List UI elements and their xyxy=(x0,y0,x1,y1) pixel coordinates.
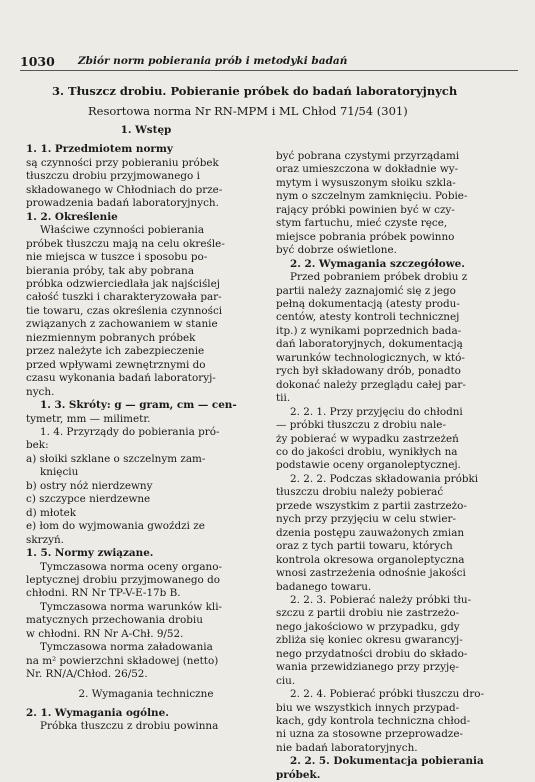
text-line: Właściwe czynności pobierania xyxy=(40,224,205,237)
text-line: pełną dokumentacją (atesty produ- xyxy=(276,297,460,310)
text-line: ni uzna za stosowne przeprowadze- xyxy=(276,728,464,741)
text-line: ży pobierać w wypadku zastrzeżeń xyxy=(276,432,459,445)
text-line: e) łom do wyjmowania gwoździ ze xyxy=(26,520,205,533)
text-line: w chłodni. RN Nr A-Chł. 9/52. xyxy=(26,627,184,640)
text-line: rych był składowany drób, ponadto xyxy=(276,365,461,378)
text-line: 2. 2. Wymagania szczegółowe. xyxy=(290,257,465,270)
text-line: niezmiennym pobranych próbek xyxy=(26,331,196,344)
text-line: 2. 2. 1. Przy przyjęciu do chłodni xyxy=(290,405,463,418)
text-line: szczu z partii drobiu nie zastrzeżo- xyxy=(276,607,460,620)
text-line: przez należyte ich zabezpieczenie xyxy=(26,345,205,358)
text-line: przede wszystkim z partii zastrzeżo- xyxy=(276,499,467,512)
text-line: badanego towaru. xyxy=(276,580,372,593)
norm-subtitle: Resortowa norma Nr RN-MPM i ML Chłod 71/54 (301) xyxy=(88,104,408,118)
text-line: itp.) z wynikami poprzednich bada- xyxy=(276,324,462,337)
text-line: Tymczasowa norma oceny organo- xyxy=(40,560,223,573)
text-line: stym fartuchu, mieć czyste ręce, xyxy=(276,217,448,230)
text-line: 1. 1. Przedmiotem normy xyxy=(26,143,173,156)
text-line: ciu. xyxy=(276,674,296,687)
text-line: — próbki tłuszczu z drobiu nale- xyxy=(276,419,446,432)
text-line: związanych z zachowaniem w stanie xyxy=(26,318,218,331)
text-line: próbek tłuszczu mają na celu określe- xyxy=(26,237,225,250)
text-line: skrzyń. xyxy=(26,533,64,546)
text-line: tii. xyxy=(276,392,291,405)
text-line: oraz umieszczona w dokładnie wy- xyxy=(276,163,459,176)
text-line: c) szczypce nierdzewne xyxy=(26,493,151,506)
text-line: a) słoiki szklane o szczelnym zam- xyxy=(26,452,206,465)
text-line: 1. Wstęp xyxy=(120,124,172,136)
header-rule xyxy=(20,70,518,71)
text-line: być pobrana czystymi przyrządami xyxy=(276,150,460,162)
text-line: 2. 2. 4. Pobierać próbki tłuszczu dro- xyxy=(290,688,485,701)
text-line: nie miejsca w tuszce i sposobu po- xyxy=(26,251,208,264)
text-line: bek: xyxy=(26,439,49,452)
text-line: całość tuszki i charakteryzowała par- xyxy=(26,291,222,304)
section-title: 3. Tłuszcz drobiu. Pobieranie próbek do badań laboratoryjnych xyxy=(52,84,458,98)
text-line: wnosi zastrzeżenia odnośnie jakości xyxy=(276,567,466,580)
text-line: matycznych przechowania drobiu xyxy=(26,614,203,627)
running-title: Zbiór norm pobierania prób i metodyki badań xyxy=(78,55,348,67)
text-line: Próbka tłuszczu z drobiu powinna xyxy=(40,720,219,733)
text-line: są czynności przy pobieraniu próbek xyxy=(26,156,219,169)
text-line: wania przewidzianego przy przyję- xyxy=(276,661,459,674)
text-line: dań laboratoryjnych, dokumentacją xyxy=(276,338,463,351)
text-line: oraz z tych partii towaru, których xyxy=(276,540,453,553)
text-line: bierania próby, tak aby pobrana xyxy=(26,264,195,277)
text-line: 2. 1. Wymagania ogólne. xyxy=(26,707,169,720)
text-line: 2. 2. 5. Dokumentacja pobierania xyxy=(290,755,484,768)
text-line: b) ostry nóż nierdzewny xyxy=(26,479,153,492)
text-line: próbka odzwierciedlała jak najściślej xyxy=(26,277,220,290)
text-line: tłuszczu drobiu przyjmowanego i xyxy=(26,170,200,183)
text-line: nie badań laboratoryjnych. xyxy=(276,741,418,754)
text-line: biu we wszystkich innych przypad- xyxy=(276,701,460,714)
text-line: 1. 4. Przyrządy do pobierania pró- xyxy=(40,425,220,438)
text-line: składowanego w Chłodniach do prze- xyxy=(26,183,223,196)
text-line: dzenia postępu zauważonych zmian xyxy=(276,526,465,539)
text-line: Tymczasowa norma załadowania xyxy=(40,641,213,654)
text-line: nych przy przyjęciu w celu stwier- xyxy=(276,513,456,526)
text-line: tymetr, mm — milimetr. xyxy=(26,412,151,425)
text-line: d) młotek xyxy=(26,506,77,519)
text-line: dokonać należy przeglądu całej par- xyxy=(276,378,466,391)
text-line: 1. 3. Skróty: g — gram, cm — cen- xyxy=(40,399,237,412)
text-line: prowadzenia badań laboratoryjnych. xyxy=(26,197,219,210)
text-line: kach, gdy kontrola techniczna chłod- xyxy=(276,715,471,728)
left-column xyxy=(26,124,266,734)
text-line: 2. Wymagania techniczne xyxy=(78,687,214,700)
text-line: 2. 2. 3. Pobierać należy próbki tłu- xyxy=(290,593,472,606)
text-line: Nr. RN/A/Chłod. 26/52. xyxy=(26,668,148,681)
text-line: co do jakości drobiu, wynikłych na xyxy=(276,445,458,458)
right-column xyxy=(276,150,520,782)
text-line: Przed pobraniem próbek drobiu z xyxy=(290,271,468,284)
text-line: warunków technologicznych, w któ- xyxy=(276,351,465,364)
text-line: leptycznej drobiu przyjmowanego do xyxy=(26,573,221,586)
text-line: rający próbki powinien być w czy- xyxy=(276,203,455,216)
text-line: 2. 2. 2. Podczas składowania próbki xyxy=(290,472,479,485)
text-line: knięciu xyxy=(40,466,79,479)
text-line: kontrola okresowa organoleptyczna xyxy=(276,553,465,566)
text-line: nego przydatności drobiu do składo- xyxy=(276,647,468,660)
page-number: 1030 xyxy=(20,54,55,69)
text-line: partii należy zaznajomić się z jego xyxy=(276,284,456,297)
text-line: tie towaru, czas określenia czynności xyxy=(26,304,223,317)
text-line: próbek. xyxy=(276,768,321,781)
text-line: centów, atesty kontroli technicznej xyxy=(276,311,460,324)
text-line: być dobrze oświetlone. xyxy=(276,244,397,257)
text-line: mytym i wysuszonym słoiku szkla- xyxy=(276,176,456,189)
text-line: na m² powierzchni składowej (netto) xyxy=(26,654,219,667)
text-line: nych. xyxy=(26,385,55,398)
text-line: chłodni. RN Nr TP-V-E-17b B. xyxy=(26,587,181,600)
text-line: czasu wykonania badań laboratoryj- xyxy=(26,372,216,385)
text-line: 1. 5. Normy związane. xyxy=(26,547,154,560)
text-line: zbliża się koniec okresu gwarancyj- xyxy=(276,634,463,647)
text-line: nym o szczelnym zamknięciu. Pobie- xyxy=(276,190,468,203)
text-line: nego jakościowo w przypadku, gdy xyxy=(276,620,460,633)
text-line: miejsce pobrania próbek powinno xyxy=(276,230,455,243)
text-line: tłuszczu drobiu należy pobierać xyxy=(276,486,444,499)
text-line: Tymczasowa norma warunków kli- xyxy=(40,600,223,613)
text-line: przed wpływami zewnętrznymi do xyxy=(26,358,206,371)
text-line: 1. 2. Określenie xyxy=(26,210,118,223)
text-line: podstawie oceny organoleptycznej. xyxy=(276,459,461,472)
